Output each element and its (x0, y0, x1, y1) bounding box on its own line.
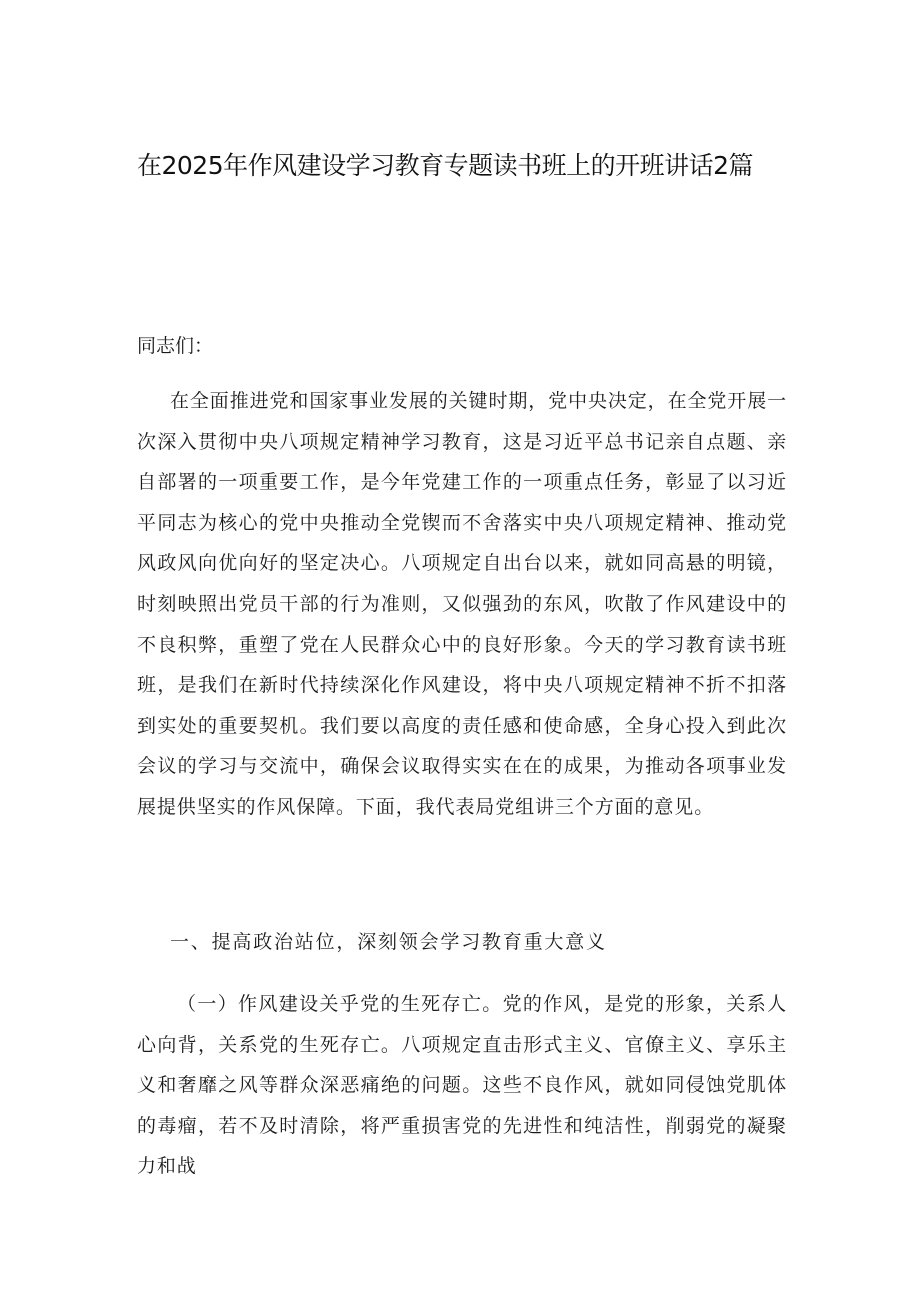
salutation: 同志们： (137, 335, 214, 357)
paragraph-intro: 在全面推进党和国家事业发展的关键时期，党中央决定，在全党开展一次深入贯彻中央八项规定精神学习教育，这是习近平总书记亲自点题、亲自部署的一项重要工作，是今年党建工作的一项重点任务，彰显了以习近平同志为核心的党中央推动全党锲而不舍落实中央八项规定精神、推动党风政风向优向好的坚定决心。八项规定自出台以来，就如同高悬的明镜，时刻映照出党员干部的行为准则，又似强劲的东风，吹散了作风建设中的不良积弊，重塑了党在人民群众心中的良好形象。今天的学习教育读书班班，是我们在新时代持续深化作风建设，将中央八项规定精神不折不扣落到实处的重要契机。我们要以高度的责任感和使命感，全身心投入到此次会议的学习与交流中，确保会议取得实实在在的成果，为推动各项事业发展提供坚实的作风保障。下面，我代表局党组讲三个方面的意见。 (137, 390, 787, 818)
paragraph-section-1-1: （一）作风建设关乎党的生死存亡。党的作风，是党的形象，关系人心向背，关系党的生死存亡。八项规定直击形式主义、官僚主义、享乐主义和奢靡之风等群众深恶痛绝的问题。这些不良作风，就如同侵蚀党肌体的毒瘤，若不及时清除，将严重损害党的先进性和纯洁性，削弱党的凝聚力和战 (137, 993, 787, 1178)
document-title: 在2025年作风建设学习教育专题读书班上的开班讲话2篇 (137, 151, 754, 180)
section-heading-1: 一、提高政治站位，深刻领会学习教育重大意义 (170, 931, 607, 953)
